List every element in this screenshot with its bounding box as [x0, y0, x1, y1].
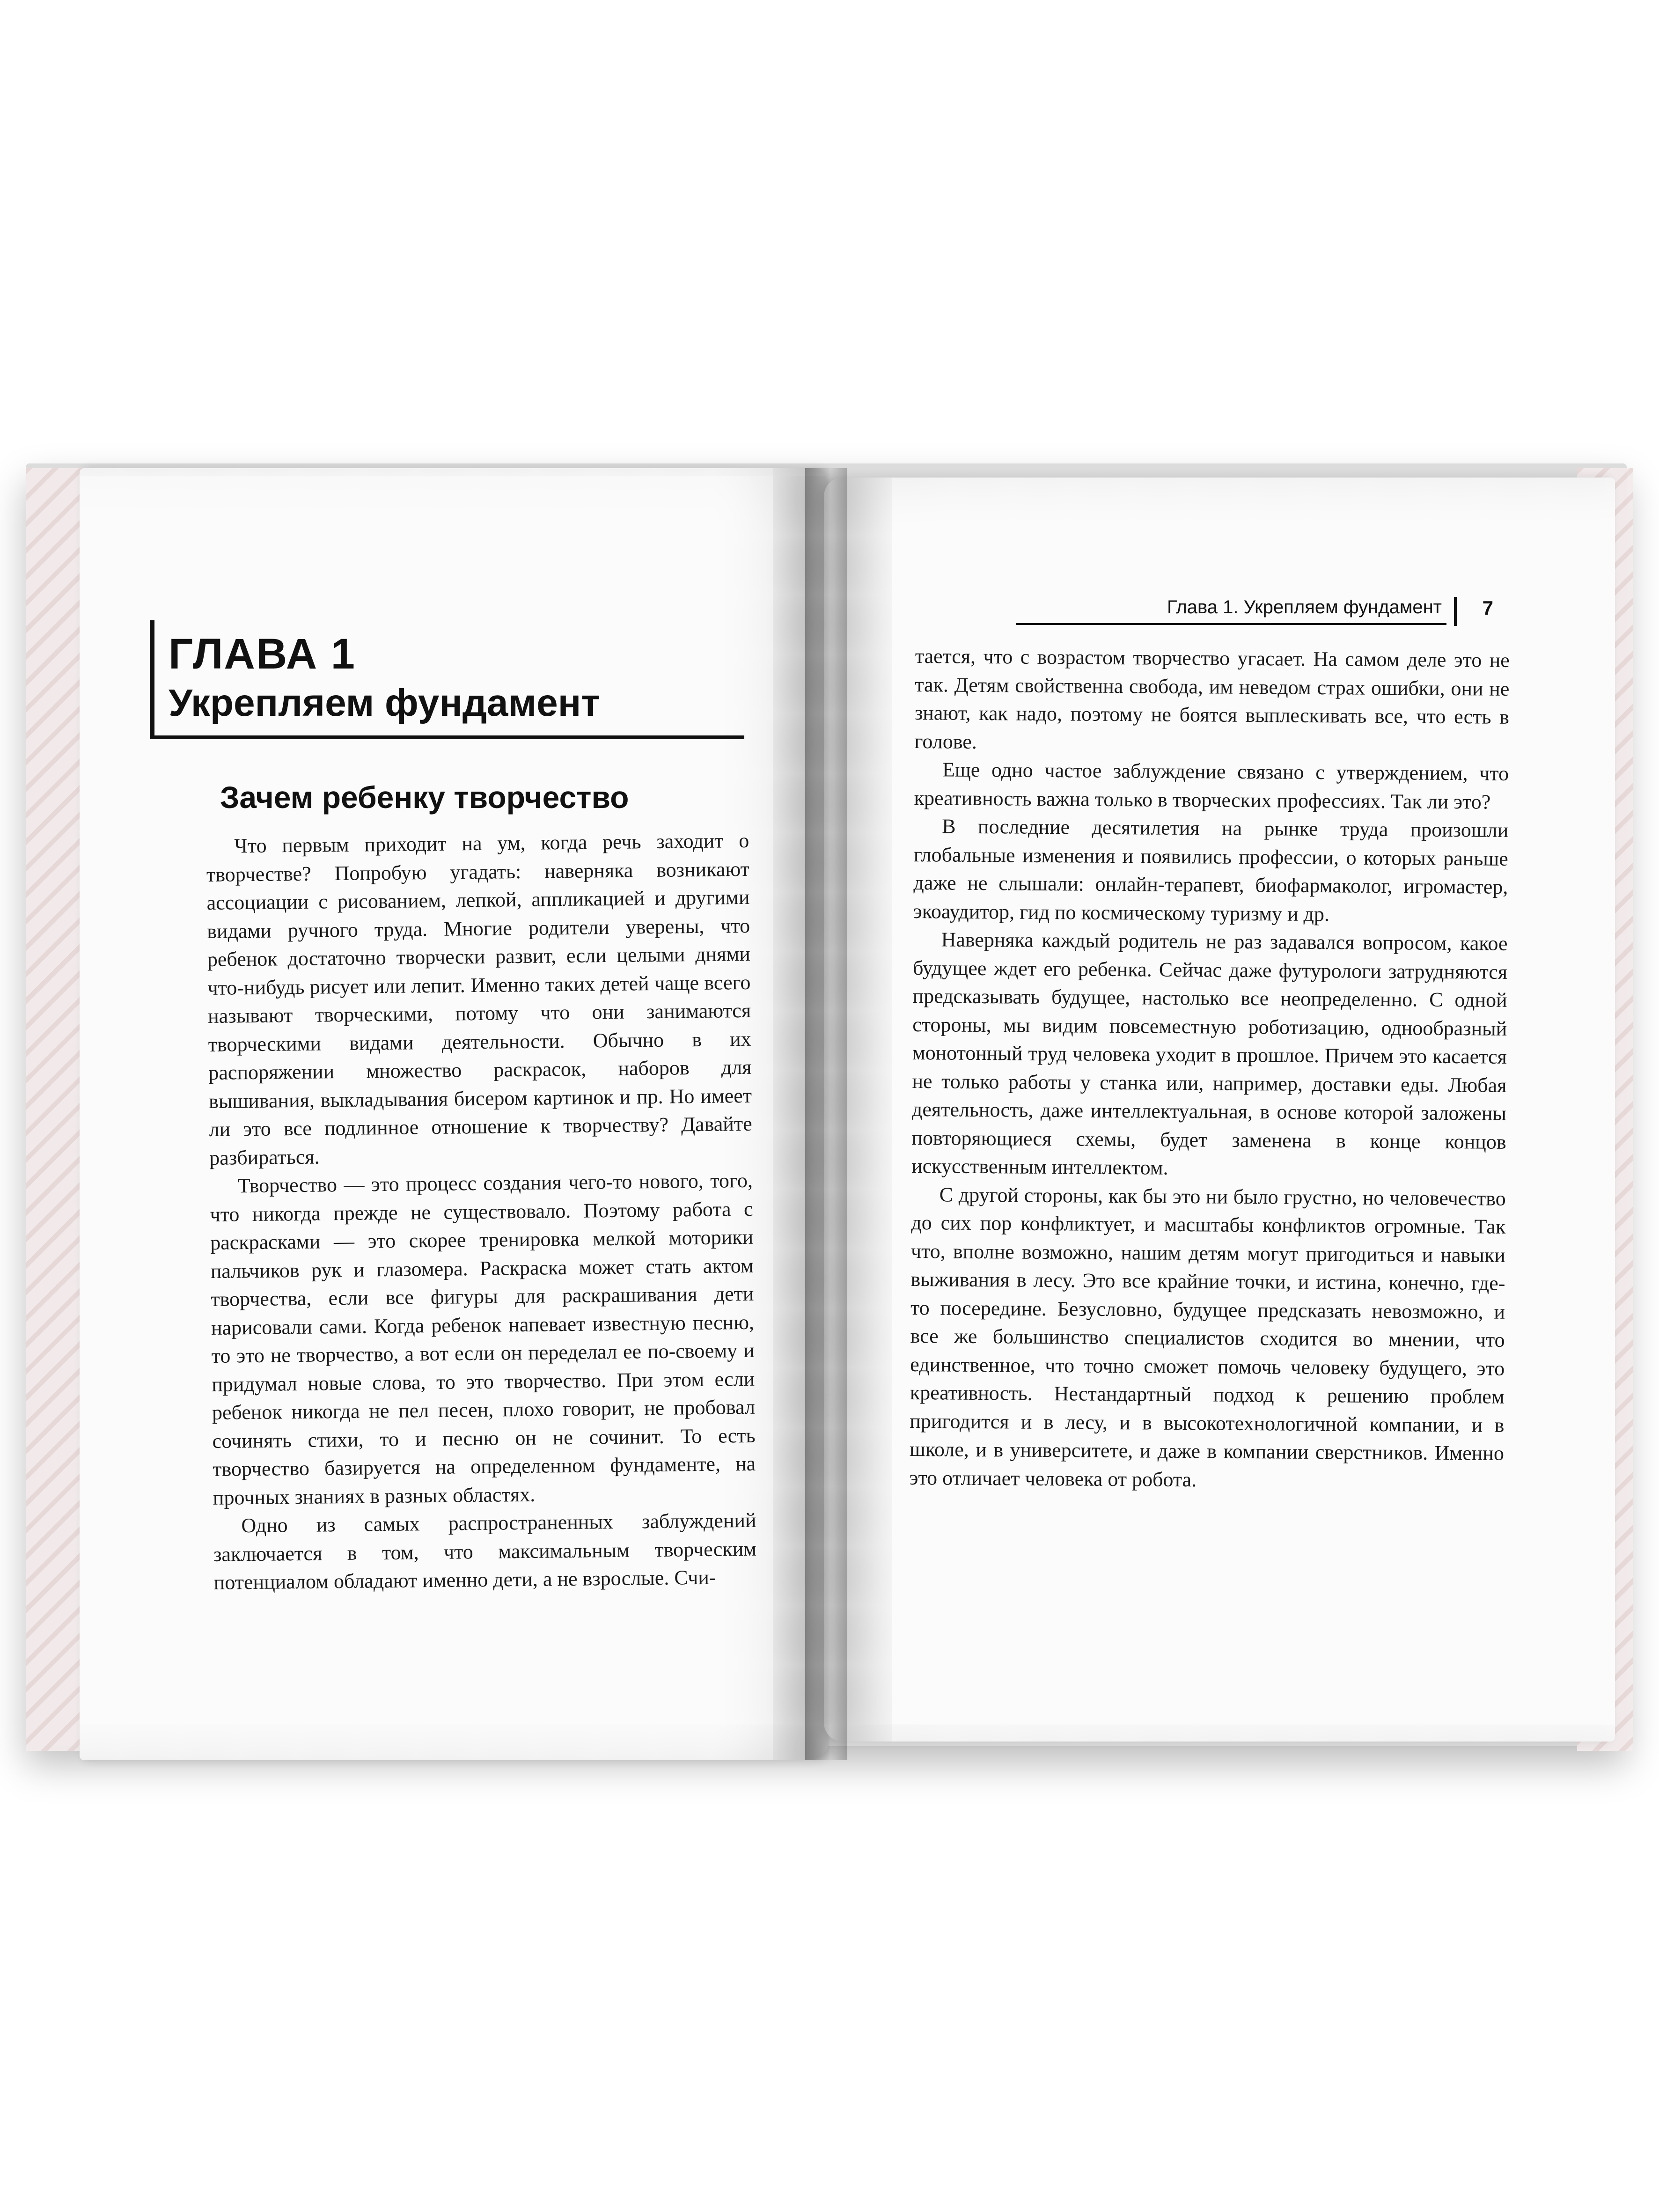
- page-number: 7: [1482, 597, 1493, 619]
- paragraph: В последние десятилетия на рынке труда произошли глобальные изменения и появились профессии, о которых раньше даже не слышали: онлайн-терапевт, биофармаколог, игромастер, экоаудитор, гид по космическому туризму и др.: [913, 815, 1509, 926]
- chapter-heading: [150, 620, 744, 737]
- paragraph: Что первым приходит на ум, когда речь заходит о творчестве? Попробую угадать: наверняка возникают ассоциации с рисованием, лепкой, аппликацией и другими видами ручного труда. Многие родители уверены, что ребенок достаточно творчески развит, если целыми днями что-нибудь рисует или лепит. Именно таких детей чаще всего называют творческими, потому что они занимаются творческими видами деятельности. Обычно в их распоряжении множество раскрасок, наборов для вышивания, выкладывания бисером картинок и пр. Но имеет ли это все подлинное отношение к творчеству? Давайте разбираться.: [206, 829, 752, 1169]
- chapter-number: ГЛАВА 1: [169, 630, 356, 678]
- chapter-bar: [150, 620, 154, 737]
- paragraph: Одно из самых распространенных заблуждений заключается в том, что максимальным творческим потенциалом обладают именно дети, а не взрослые. Счи-: [213, 1508, 757, 1594]
- left-page-text: [206, 827, 757, 1597]
- chapter-underline: [150, 735, 744, 739]
- running-title: Глава 1. Укрепляем фундамент: [1167, 597, 1442, 617]
- right-page-text: [909, 642, 1510, 1496]
- section-title: Зачем ребенку творчество: [220, 780, 629, 815]
- paragraph: тается, что с возрастом творчество угасает. На самом деле это не так. Детям свойственна свобода, им неведом страх ошибки, они не знают, как надо, поэтому не боятся выплескивать все, что есть в голове.: [914, 644, 1510, 753]
- paragraph: Еще одно частое заблуждение связано с утверждением, что креативность важна только в творческих профессиях. Так ли это?: [914, 758, 1509, 814]
- paragraph: Творчество — это процесс создания чего-то нового, того, что никогда прежде не существовало. Поэтому работа с раскрасками — это скорее тренировка мелкой моторики пальчиков рук и глазомера. Раскраска может стать актом творчества, если все фигуры для раскрашивания дети нарисовали сами. Когда ребенок напевает известную песню, то это не творчество, а вот если он переделал ее по-своему и придумал новые слова, то это творчество. При этом если ребенок никогда не пел песен, плохо говорит, не пробовал сочинять стихи, то и песню он не сочинит. То есть творчество базируется на определенном фундаменте, на прочных знаниях в разных областях.: [210, 1168, 756, 1509]
- running-header: [1016, 597, 1507, 625]
- running-header-rule: [1016, 623, 1446, 625]
- book-spine: [805, 468, 847, 1760]
- running-separator: [1454, 597, 1457, 626]
- chapter-title: Укрепляем фундамент: [169, 682, 600, 724]
- paragraph: Наверняка каждый родитель не раз задавался вопросом, какое будущее ждет его ребенка. Сейчас даже футурологи затрудняются предсказывать будущее, настолько все неопределенно. С одной стороны, мы видим повсеместную роботизацию, однообразный монотонный труд человека уходит в прошлое. Причем это касается не только работы у станка или, например, доставки еды. Любая деятельность, даже интеллектуальная, в основе которой заложены повторяющиеся схемы, будет заменена в конце концов искусственным интеллектом.: [911, 928, 1508, 1179]
- paragraph: С другой стороны, как бы это ни было грустно, но человечество до сих пор конфликтует, и масштабы конфликтов огромные. Так что, вполне возможно, нашим детям могут пригодиться и навыки выживания в лесу. Это все крайние точки, и истина, конечно, где-то посередине. Безусловно, будущее предсказать невозможно, и все же большинство специалистов сходится во мнении, что единственное, что точно сможет помочь человеку будущего, это креативность. Нестандартный подход к решению проблем пригодится и в лесу, и в высокотехнологичной компании, и в школе, и в университете, и даже в компании сверстников. Именно это отличает человека от робота.: [909, 1183, 1506, 1491]
